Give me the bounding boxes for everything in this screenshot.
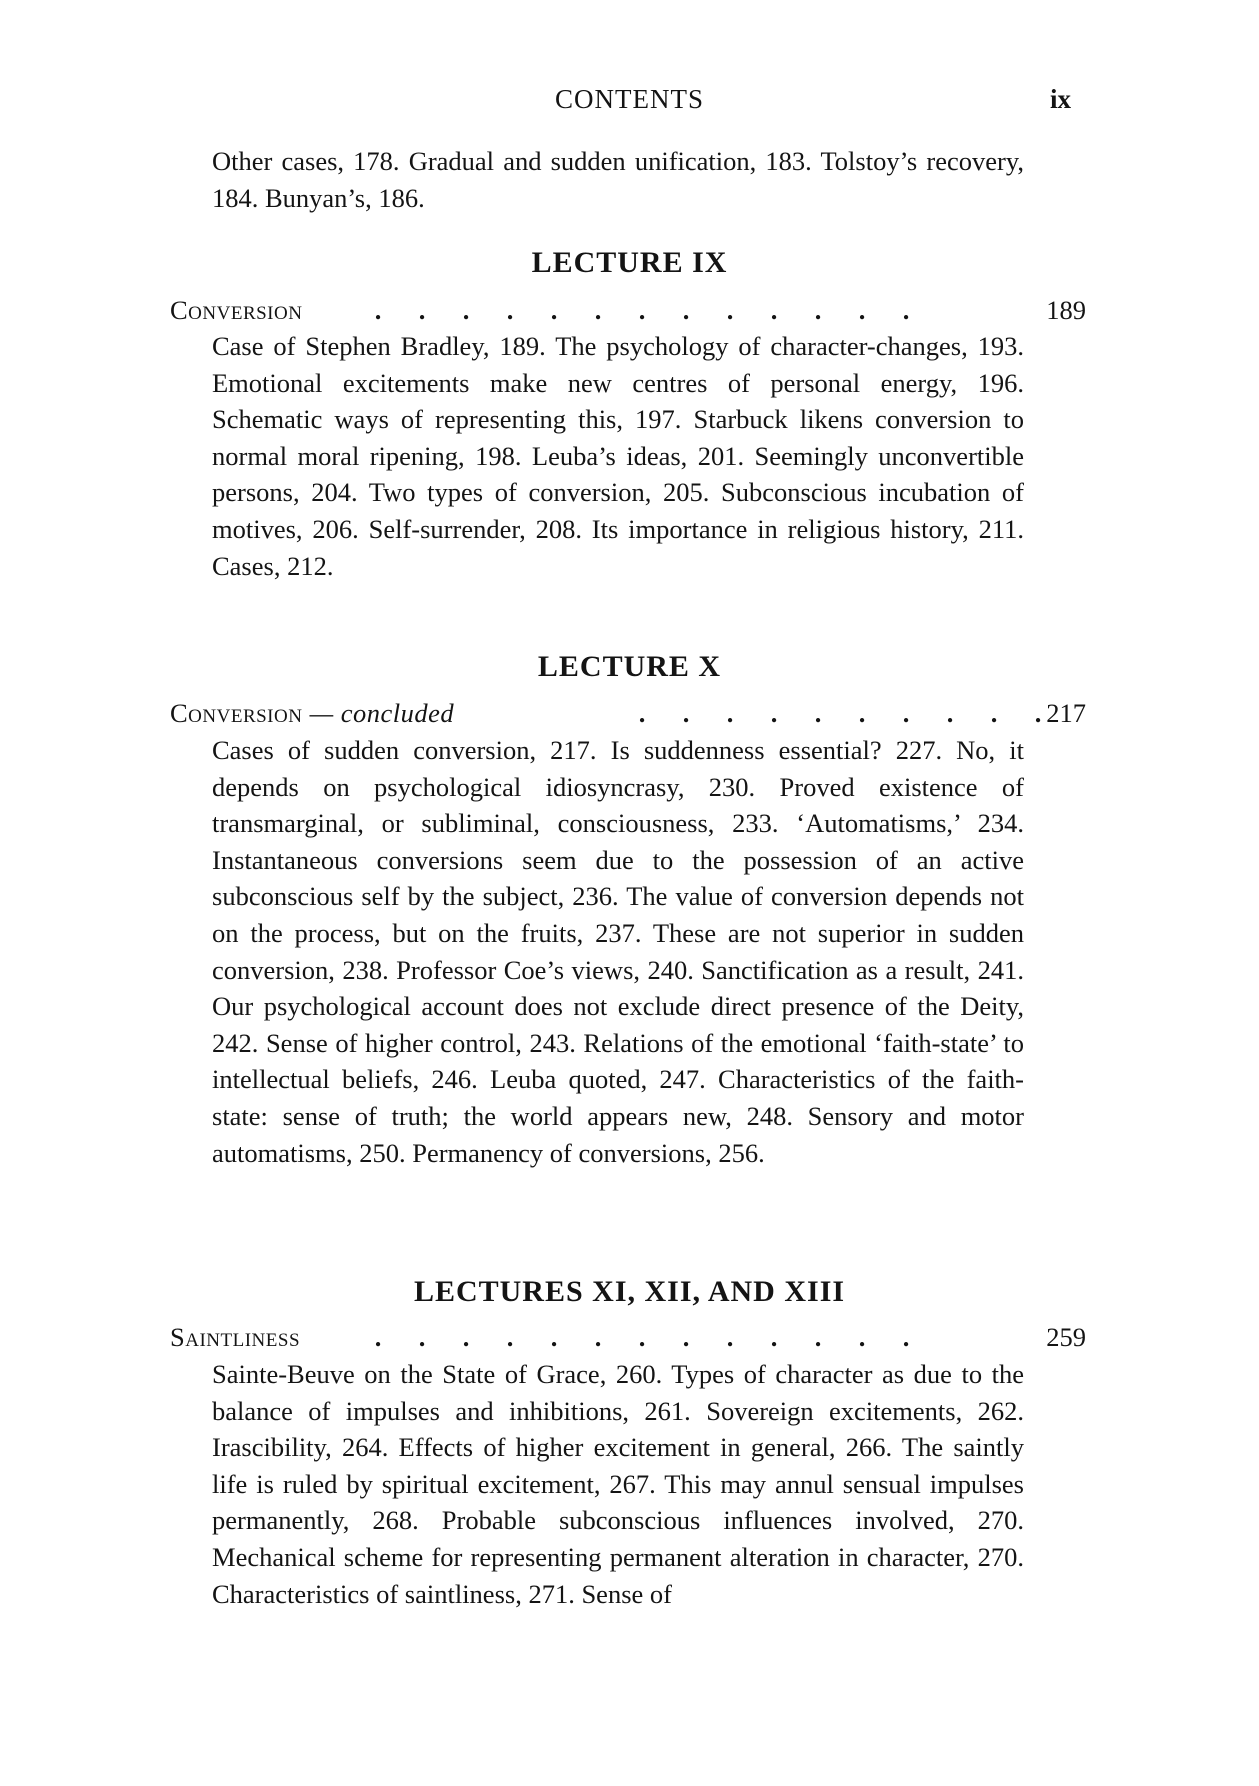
- toc-entry: [170, 695, 1086, 731]
- entry-title: [170, 292, 302, 328]
- leader-dots: . . . . . . . . . .: [638, 698, 1042, 728]
- toc-entry: [170, 1319, 1086, 1355]
- entry-title-text: Saintliness: [170, 1322, 301, 1352]
- entry-title-text: Conversion: [170, 698, 303, 728]
- leader-dots: . . . . . . . . . . . . .: [374, 1322, 910, 1352]
- leader-dots: . . . . . . . . . . . . .: [374, 295, 910, 325]
- lecture-summary: Sainte-Beuve on the State of Grace, 260. Types of character as due to the balance of impulses and inhibitions, 261. Sovereign excitements, 262. Irascibility, 264. Effects of higher excitement in general, 266. The saintly life is ruled by spiritual excitement, 267. This may annul sensual impulses permanently, 268. Probable subconscious influences involved, 270. Mechanical scheme for representing permanent alteration in character, 270. Characteristics of saintliness, 271. Sense of: [212, 1359, 1024, 1609]
- running-head-title: CONTENTS: [555, 84, 704, 114]
- entry-title: [170, 695, 454, 731]
- lecture-heading: LECTURE IX: [531, 246, 728, 279]
- continued-summary: Other cases, 178. Gradual and sudden unification, 183. Tolstoy’s recovery, 184. Bunyan’s, 186.: [212, 146, 1024, 213]
- page-number: ix: [1050, 84, 1072, 114]
- lecture-summary: Cases of sudden conversion, 217. Is suddenness essential? 227. No, it depends on psychological idiosyncrasy, 230. Proved existence of transmarginal, or subliminal, consciousness, 233. ‘Automatisms,’ 234. Instantaneous conversions seem due to the possession of an active subconscious self by the subject, 236. The value of conversion depends not on the process, but on the fruits, 237. These are not superior in sudden conversion, 238. Professor Coe’s views, 240. Sanctification as a result, 241. Our psychological account does not exclude direct presence of the Deity, 242. Sense of higher control, 243. Relations of the emotional ‘faith-state’ to intellectual beliefs, 246. Leuba quoted, 247. Characteristics of the faith-state: sense of truth; the world appears new, 248. Sensory and motor automatisms, 250. Permanency of conversions, 256.: [212, 735, 1024, 1168]
- entry-page: 259: [1046, 1322, 1086, 1352]
- running-head: [0, 84, 1259, 124]
- entry-page: 189: [1046, 295, 1086, 325]
- lecture-summary: Case of Stephen Bradley, 189. The psychology of character-changes, 193. Emotional excitements make new centres of personal energy, 196. Schematic ways of representing this, 197. Starbuck likens conversion to normal moral ripening, 198. Leuba’s ideas, 201. Seemingly unconvertible persons, 204. Two types of conversion, 205. Subconscious incubation of motives, 206. Self-surrender, 208. Its importance in religious history, 211. Cases, 212.: [212, 331, 1024, 581]
- lecture-heading: LECTURES XI, XII, AND XIII: [413, 1275, 846, 1308]
- entry-page: 217: [1046, 698, 1086, 728]
- entry-subtitle: — concluded: [309, 698, 455, 728]
- entry-title: [170, 1319, 300, 1355]
- lecture-heading: LECTURE X: [537, 650, 722, 683]
- entry-title-text: Conversion: [170, 295, 303, 325]
- toc-entry: [170, 292, 1086, 328]
